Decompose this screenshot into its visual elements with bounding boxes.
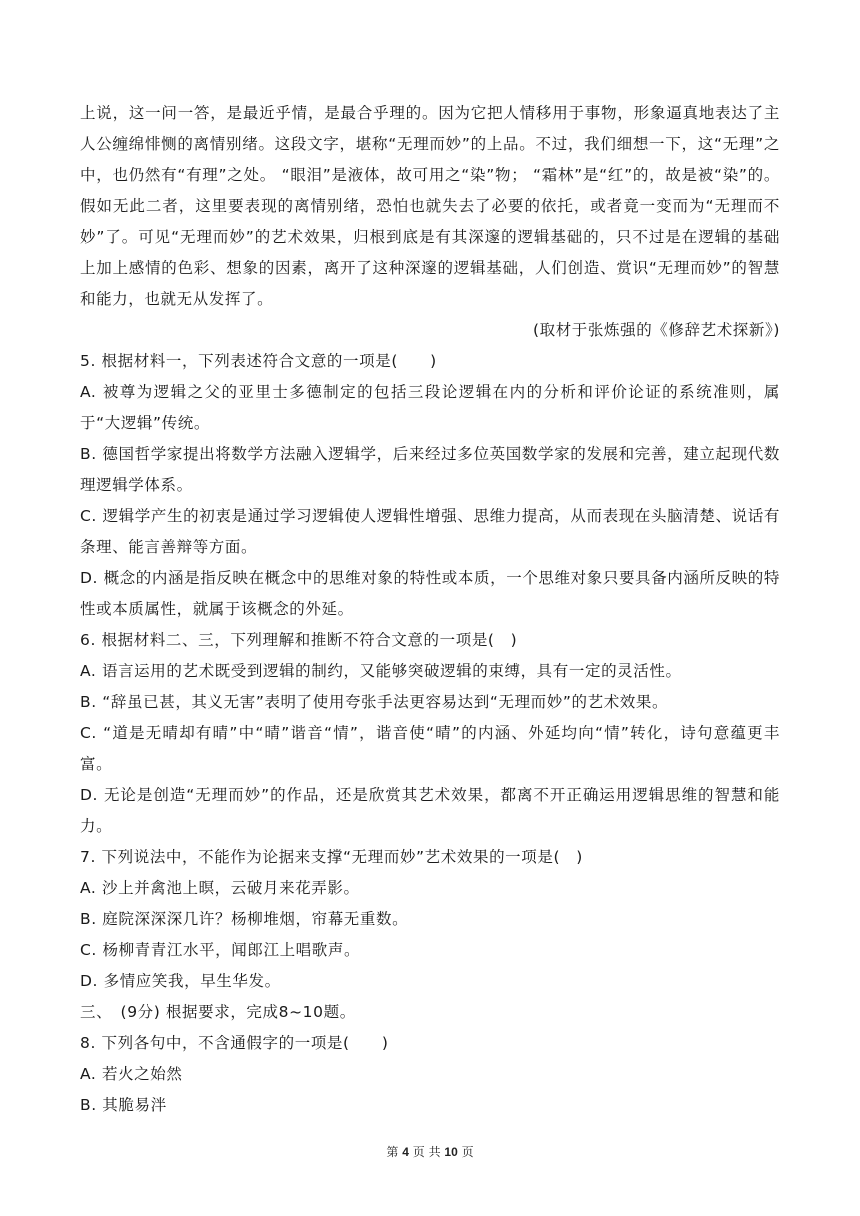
- option-a: A. 沙上并禽池上暝，云破月来花弄影。: [80, 879, 360, 897]
- option-c: C. 杨柳青青江水平，闻郎江上唱歌声。: [80, 941, 361, 959]
- document-body: [80, 98, 780, 1121]
- question-stem: 7. 下列说法中，不能作为论据来支撑“无理而妙”艺术效果的一项是( ): [80, 848, 583, 866]
- option-b: B. 其脆易泮: [80, 1096, 167, 1114]
- question-8: [80, 1028, 780, 1121]
- question-stem: 5. 根据材料一，下列表述符合文意的一项是( ): [80, 352, 437, 370]
- option-c: C. 逻辑学产生的初衷是通过学习逻辑使人逻辑性增强、思维力提高，从而表现在头脑清楚、说话有条理、能言善辩等方面。: [80, 507, 780, 556]
- option-d: D. 无论是创造“无理而妙”的作品，还是欣赏其艺术效果，都离不开正确运用逻辑思维的智慧和能力。: [80, 786, 780, 835]
- page-footer: [0, 1143, 860, 1160]
- option-d: D. 概念的内涵是指反映在概念中的思维对象的特性或本质，一个思维对象只要具备内涵所反映的特性或本质属性，就属于该概念的外延。: [80, 569, 780, 618]
- option-a: A. 被尊为逻辑之父的亚里士多德制定的包括三段论逻辑在内的分析和评价论证的系统准则，属于“大逻辑”传统。: [80, 383, 780, 432]
- passage-paragraph: 上说，这一问一答，是最近乎情，是最合乎理的。因为它把人情移用于事物，形象逼真地表达了主人公缠绵悱恻的离情别绪。这段文字，堪称“无理而妙”的上品。不过，我们细想一下，这“无理”之中，也仍然有“有理”之处。 “眼泪”是液体，故可用之“染”物； “霜林”是“红”的，故是被“染”的。假如无此二者，这里要表现的离情别绪，恐怕也就失去了必要的依托，或者竟一变而为“无理而不妙”了。可见“无理而妙”的艺术效果，归根到底是有其深邃的逻辑基础的，只不过是在逻辑的基础上加上感情的色彩、想象的因素，离开了这种深邃的逻辑基础，人们创造、赏识“无理而妙”的智慧和能力，也就无从发挥了。: [80, 104, 780, 308]
- question-stem: 6. 根据材料二、三，下列理解和推断不符合文意的一项是( ): [80, 631, 518, 649]
- total-pages: 10: [444, 1145, 458, 1159]
- section-heading: 三、 (9分) 根据要求，完成8~10题。: [80, 1003, 356, 1021]
- option-c: C. “道是无晴却有晴”中“晴”谐音“情”，谐音使“晴”的内涵、外延均向“情”转化，诗句意蕴更丰富。: [80, 724, 780, 773]
- question-6: [80, 625, 780, 842]
- option-d: D. 多情应笑我，早生华发。: [80, 972, 281, 990]
- option-a: A. 语言运用的艺术既受到逻辑的制约，又能够突破逻辑的束缚，具有一定的灵活性。: [80, 662, 682, 680]
- option-b: B. “辞虽已甚，其义无害”表明了使用夸张手法更容易达到“无理而妙”的艺术效果。: [80, 693, 669, 711]
- page-number: 4: [402, 1145, 409, 1159]
- question-7: [80, 842, 780, 997]
- question-5: [80, 346, 780, 625]
- footer-middle: 页 共: [412, 1145, 441, 1159]
- question-stem: 8. 下列各句中，不含通假字的一项是( ): [80, 1034, 389, 1052]
- option-a: A. 若火之始然: [80, 1065, 183, 1083]
- footer-prefix: 第: [386, 1145, 399, 1159]
- passage-source: (取材于张炼强的《修辞艺术探新》): [532, 321, 780, 339]
- option-b: B. 庭院深深深几许？杨柳堆烟，帘幕无重数。: [80, 910, 409, 928]
- option-b: B. 德国哲学家提出将数学方法融入逻辑学，后来经过多位英国数学家的发展和完善，建立起现代数理逻辑学体系。: [80, 445, 780, 494]
- footer-suffix: 页: [461, 1145, 474, 1159]
